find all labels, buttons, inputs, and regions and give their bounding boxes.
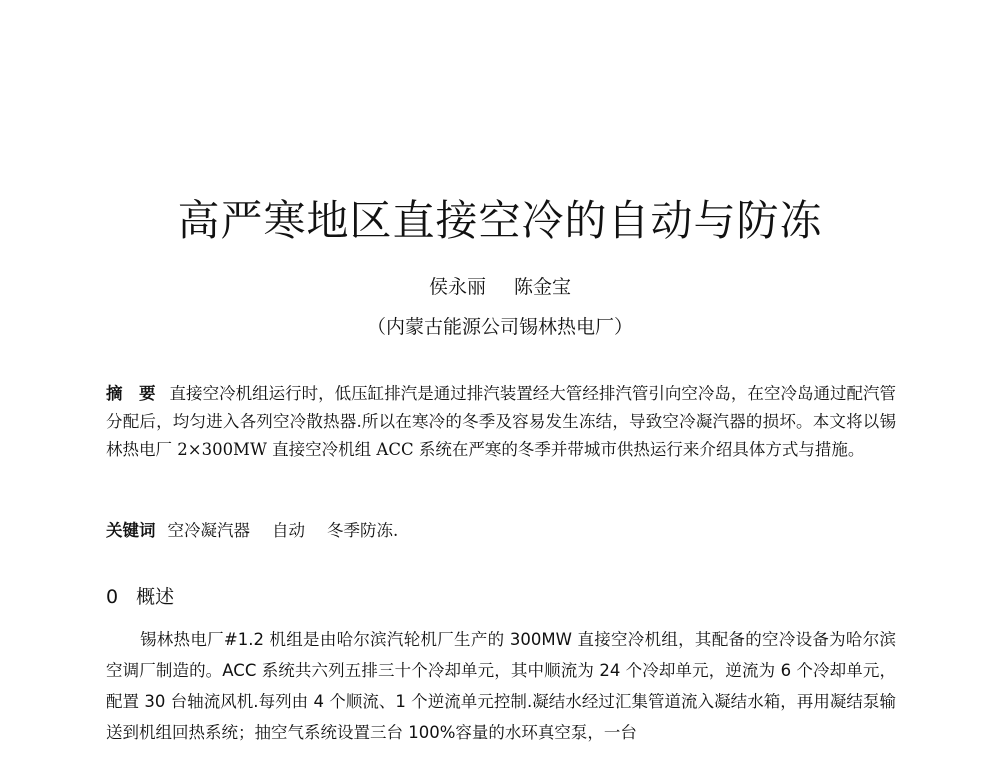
abstract-label: 摘 要: [106, 384, 156, 403]
section-heading: [106, 582, 174, 609]
paper-title: 高严寒地区直接空冷的自动与防冻: [177, 196, 823, 245]
section-number: 0: [106, 586, 119, 608]
author-list: [0, 272, 1000, 299]
keyword: 冬季防冻.: [327, 521, 399, 540]
abstract-text: 直接空冷机组运行时，低压缸排汽是通过排汽装置经大管经排汽管引向空冷岛，在空冷岛通过配汽管分配后，均匀进入各列空冷散热器.所以在寒冷的冬季及容易发生冻结，导致空冷凝汽器的损坏。本文将以锡林热电厂 2×300MW 直接空冷机组 ACC 系统在严寒的冬季并带城市供热运行来介绍具体方式与措施。: [106, 384, 897, 459]
author-name: 侯永丽: [428, 276, 486, 298]
abstract: [106, 380, 896, 464]
keyword: 空冷凝汽器: [167, 521, 250, 540]
section-title: 概述: [136, 586, 175, 608]
author-name: 陈金宝: [514, 276, 572, 298]
keyword: 自动: [272, 521, 305, 540]
keywords: [106, 517, 896, 541]
author-affiliation: （内蒙古能源公司锡林热电厂）: [366, 316, 633, 338]
keywords-label: 关键词: [106, 521, 156, 540]
body-paragraph: 锡林热电厂#1.2 机组是由哈尔滨汽轮机厂生产的 300MW 直接空冷机组，其配备的空冷设备为哈尔滨空调厂制造的。ACC 系统共六列五排三十个冷却单元，其中顺流为 24 个冷却单元，逆流为 6 个冷却单元，配置 30 台轴流风机.每列由 4 个顺流、1 个逆流单元控制.凝结水经过汇集管道流入凝结水箱，再用凝结泵输送到机组回热系统；抽空气系统设置三台 100%容量的水环真空泵，一台: [106, 630, 896, 742]
